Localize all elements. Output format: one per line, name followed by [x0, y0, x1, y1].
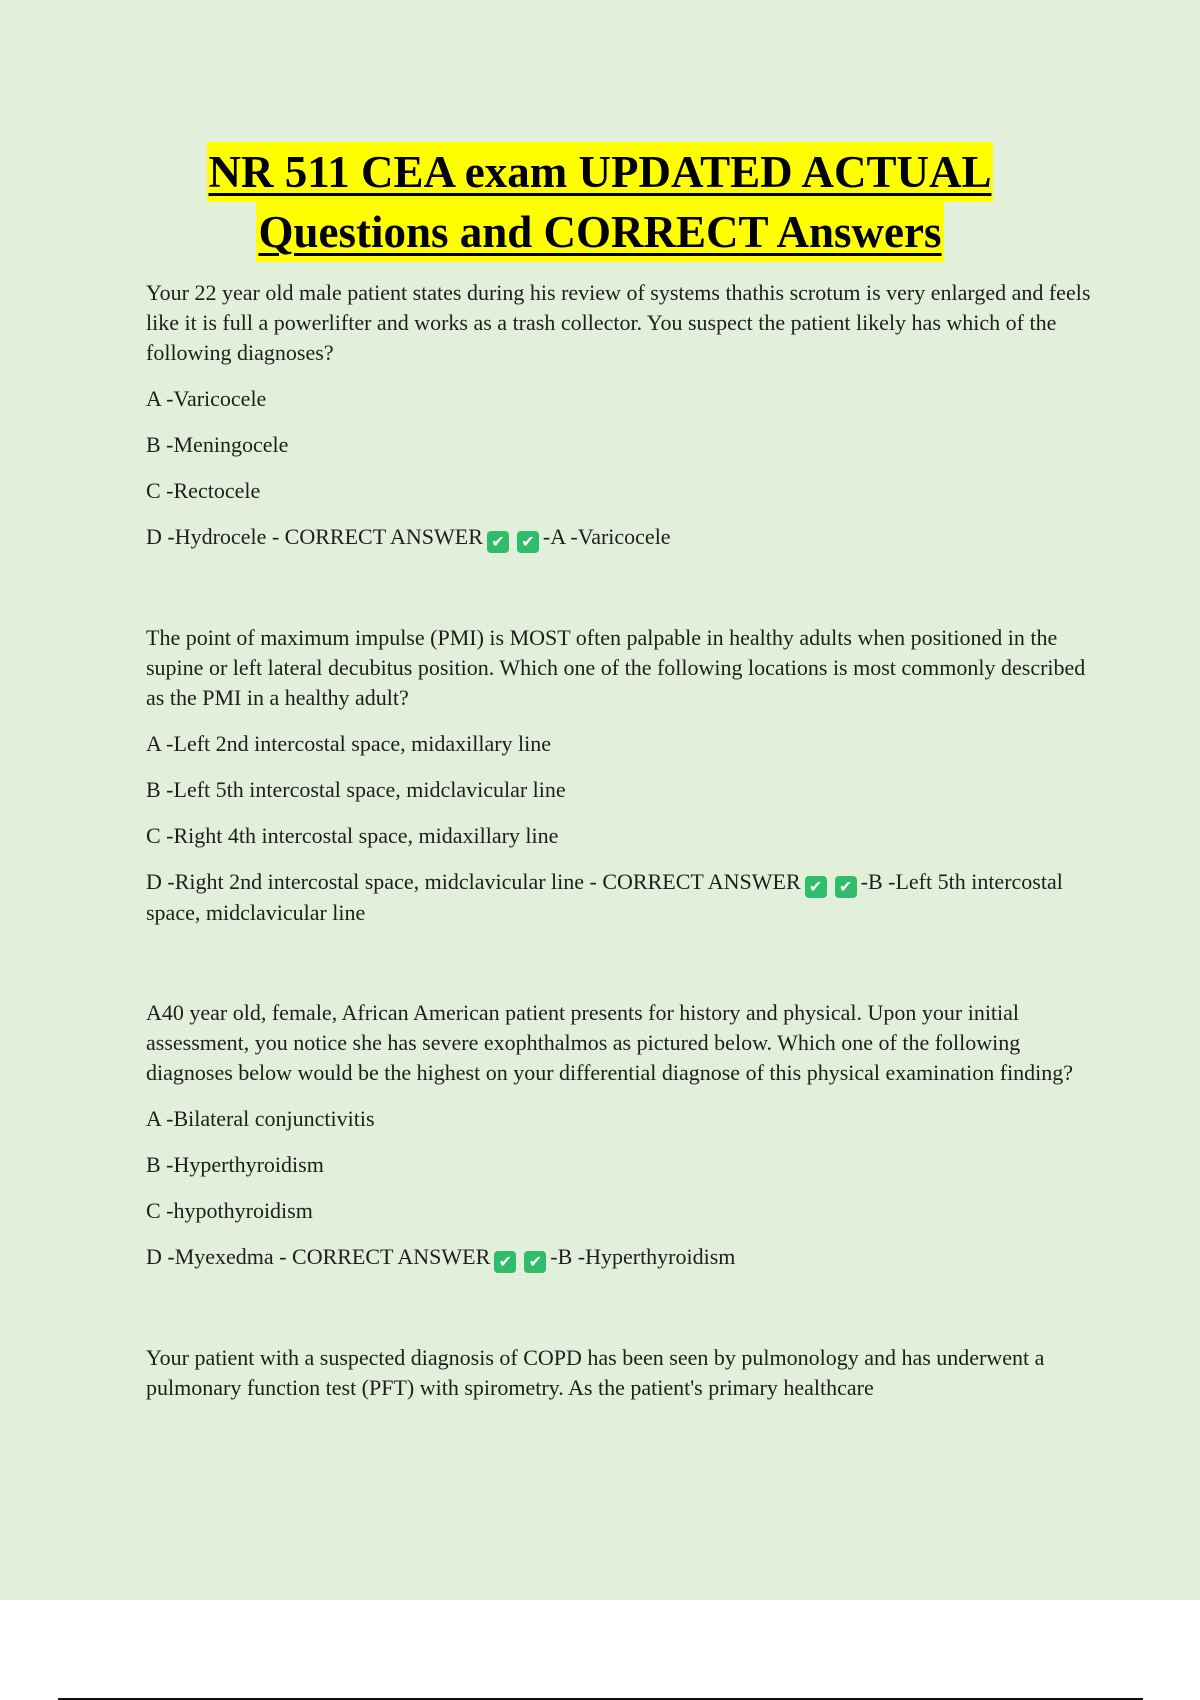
correct-answer: -B -Hyperthyroidism	[550, 1244, 736, 1269]
option-c: C -hypothyroidism	[146, 1198, 313, 1223]
option-b: B -Hyperthyroidism	[146, 1152, 324, 1177]
check-box-icon: ✔	[805, 876, 827, 898]
question-text: The point of maximum impulse (PMI) is MOST often palpable in healthy adults when positioned in the supine or left lateral decubitus position. Which one of the following locations is most commonly described as the PMI in a healthy adult?	[146, 625, 1086, 710]
correct-answer-label: CORRECT ANSWER	[602, 869, 801, 894]
check-box-icon: ✔	[487, 531, 509, 553]
check-box-icon: ✔	[835, 876, 857, 898]
option-d: D -Right 2nd intercostal space, midclavicular line -	[146, 869, 603, 894]
option-d-with-answer	[146, 522, 1096, 553]
option-c: C -Right 4th intercostal space, midaxillary line	[146, 823, 559, 848]
check-box-icon: ✔	[517, 531, 539, 553]
option-d-with-answer	[146, 867, 1096, 928]
check-box-icon: ✔	[494, 1251, 516, 1273]
question-text: Your 22 year old male patient states during his review of systems thathis scrotum is very enlarged and feels like it is full a powerlifter and works as a trash collector. You suspect the patient likely has which of the following diagnoses?	[146, 280, 1091, 365]
option-d: D -Hydrocele -	[146, 524, 285, 549]
correct-answer-label: CORRECT ANSWER	[284, 524, 483, 549]
document-title	[0, 142, 1200, 262]
title-line-1: NR 511 CEA exam UPDATED ACTUAL	[207, 142, 994, 202]
document-content	[146, 278, 1096, 1419]
correct-answer: -B -Left 5th intercostal space, midclavicular line	[146, 869, 1063, 925]
option-b: B -Left 5th intercostal space, midclavicular line	[146, 777, 566, 802]
question-block-2	[146, 623, 1096, 928]
correct-answer: -A -Varicocele	[542, 524, 671, 549]
question-block-4	[146, 1343, 1096, 1403]
question-text: Your patient with a suspected diagnosis of COPD has been seen by pulmonology and has underwent a pulmonary function test (PFT) with spirometry. As the patient's primary healthcare	[146, 1345, 1045, 1400]
question-block-1	[146, 278, 1096, 553]
check-box-icon: ✔	[524, 1251, 546, 1273]
question-block-3	[146, 998, 1096, 1273]
option-a: A -Varicocele	[146, 386, 267, 411]
option-c: C -Rectocele	[146, 478, 261, 503]
option-d-with-answer	[146, 1242, 1096, 1273]
option-a: A -Bilateral conjunctivitis	[146, 1106, 375, 1131]
option-b: B -Meningocele	[146, 432, 289, 457]
correct-answer-label: CORRECT ANSWER	[292, 1244, 491, 1269]
option-a: A -Left 2nd intercostal space, midaxillary line	[146, 731, 552, 756]
option-d: D -Myexedma -	[146, 1244, 293, 1269]
question-text: A40 year old, female, African American patient presents for history and physical. Upon your initial assessment, you notice she has severe exophthalmos as pictured below. Which one of the following diagnoses below would be the highest on your differential diagnose of this physical examination finding?	[146, 1000, 1074, 1085]
title-line-2: Questions and CORRECT Answers	[256, 202, 943, 262]
